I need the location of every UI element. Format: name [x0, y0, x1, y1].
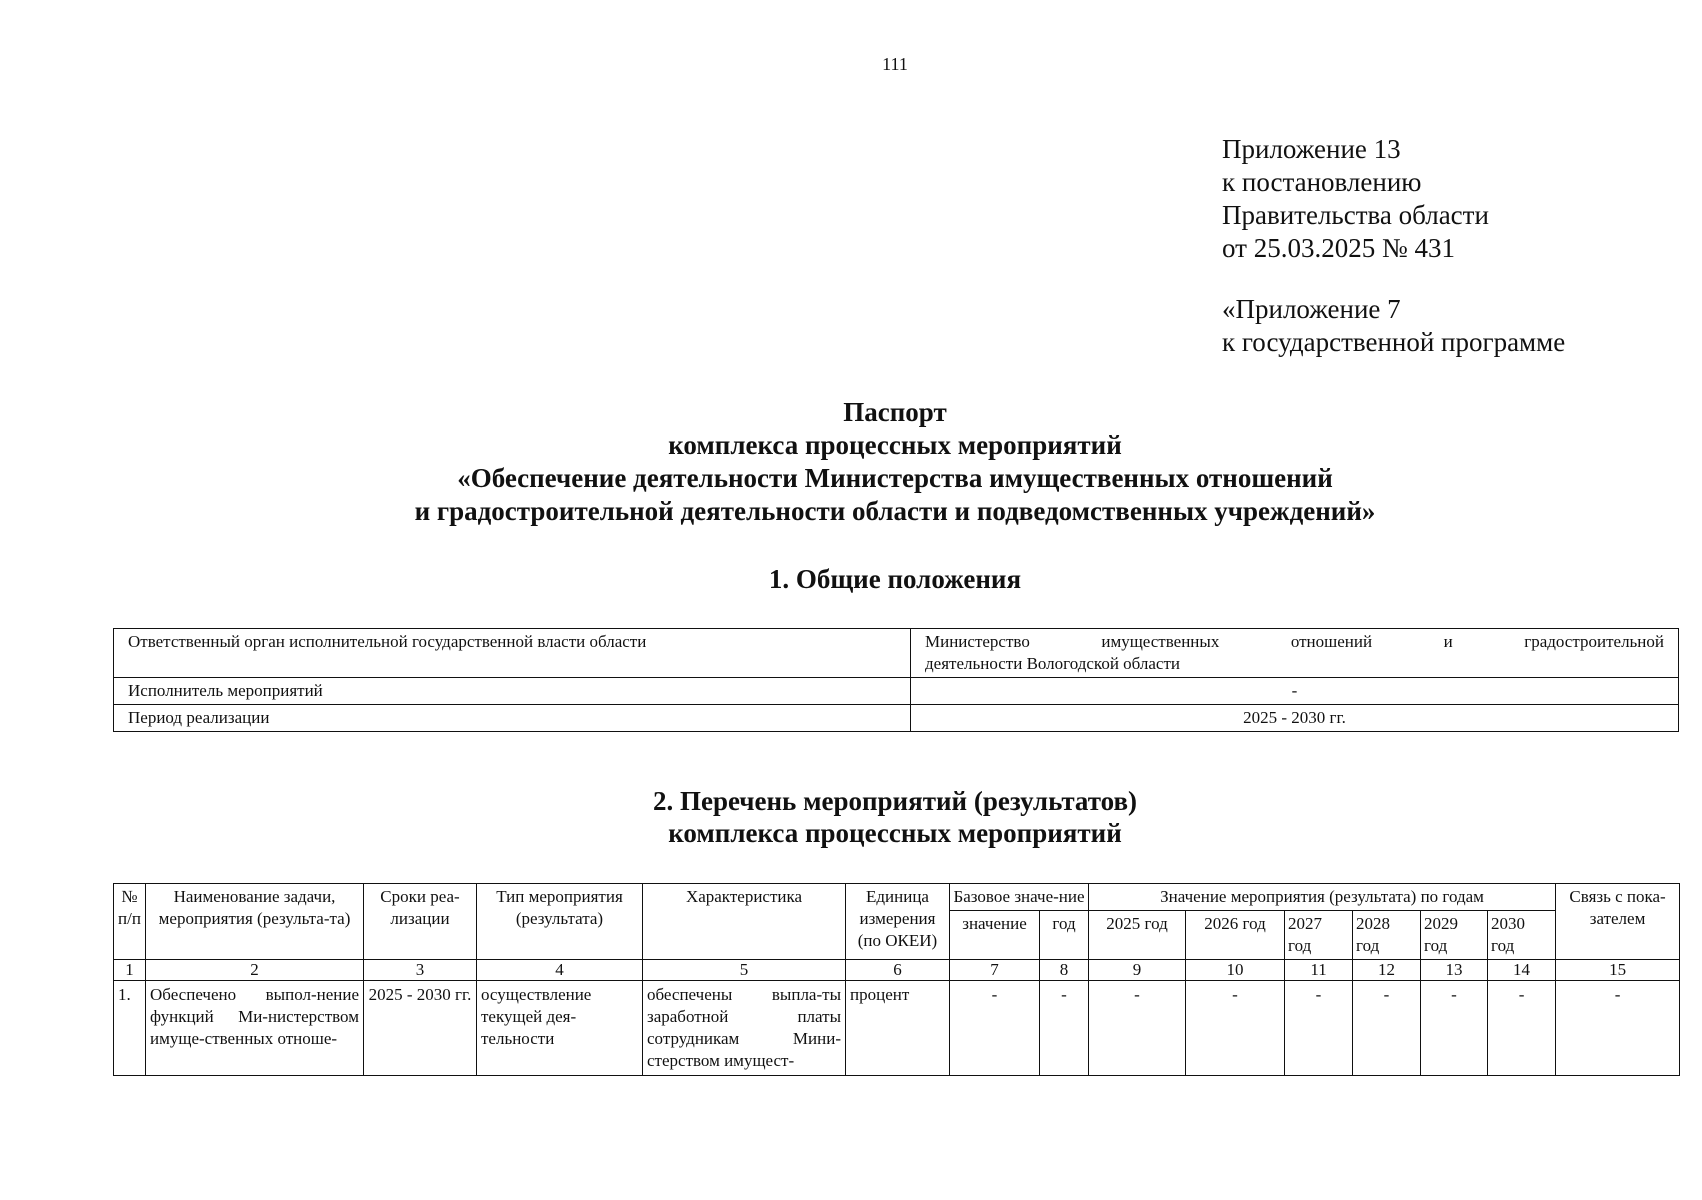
column-number: 15 — [1556, 960, 1680, 981]
column-number: 4 — [477, 960, 643, 981]
header-base: Базовое значе-ние — [950, 884, 1089, 911]
row-label: Ответственный орган исполнительной государственной власти области — [114, 629, 911, 678]
section1-heading: 1. Общие положения — [768, 564, 1022, 594]
header-link: Связь с пока-зателем — [1556, 884, 1680, 960]
header-year: 2027 год — [1285, 911, 1353, 960]
word: и — [1443, 632, 1453, 651]
header-type: Тип мероприятия (результата) — [477, 884, 643, 960]
column-number: 8 — [1040, 960, 1089, 981]
row-value: 2025 - 2030 гг. — [911, 705, 1679, 732]
cell-type: осуществление текущей дея-тельности — [477, 981, 643, 1076]
section2-heading — [0, 785, 1702, 849]
appendix-line: Правительства области — [1222, 200, 1489, 230]
spacer — [1222, 265, 1565, 293]
heading-line: комплекса процессных мероприятий — [668, 818, 1122, 848]
row-label: Период реализации — [114, 705, 911, 732]
page-number: 111 — [882, 54, 908, 74]
word: Министерство — [925, 632, 1030, 651]
cell-base-value: - — [950, 981, 1040, 1076]
cell-base-year: - — [1040, 981, 1089, 1076]
cell-year-2026: - — [1186, 981, 1285, 1076]
header-by-years: Значение мероприятия (результата) по годам — [1089, 884, 1556, 911]
appendix-line: к постановлению — [1222, 167, 1422, 197]
header-year: 2026 год — [1186, 911, 1285, 960]
header-year: 2030 год — [1488, 911, 1556, 960]
cell-num: 1. — [114, 981, 146, 1076]
table-row — [114, 678, 1679, 705]
appendix-line: «Приложение 7 — [1222, 294, 1401, 324]
cell-unit: процент — [846, 981, 950, 1076]
column-numbers-row — [114, 960, 1680, 981]
column-number: 3 — [364, 960, 477, 981]
header-base-value: значение — [950, 911, 1040, 960]
table-row — [114, 629, 1679, 678]
document-title — [0, 396, 1702, 528]
column-number: 9 — [1089, 960, 1186, 981]
table-row — [114, 705, 1679, 732]
column-number: 1 — [114, 960, 146, 981]
cell-year-2029: - — [1421, 981, 1488, 1076]
title-line: «Обеспечение деятельности Министерства имущественных отношений — [457, 463, 1333, 493]
header-year: 2028 год — [1353, 911, 1421, 960]
header-year: 2029 год — [1421, 911, 1488, 960]
row-label: Исполнитель мероприятий — [114, 678, 911, 705]
column-number: 12 — [1353, 960, 1421, 981]
cell-year-2030: - — [1488, 981, 1556, 1076]
heading-line: 2. Перечень мероприятий (результатов) — [652, 786, 1138, 816]
justified-line — [925, 631, 1664, 653]
appendix-line: Приложение 13 — [1222, 134, 1401, 164]
column-number: 11 — [1285, 960, 1353, 981]
appendix-line: от 25.03.2025 № 431 — [1222, 233, 1455, 263]
cell-year-2025: - — [1089, 981, 1186, 1076]
column-number: 7 — [950, 960, 1040, 981]
header-characteristic: Характеристика — [643, 884, 846, 960]
word: градостроительной — [1524, 632, 1664, 651]
cell-link: - — [1556, 981, 1680, 1076]
column-number: 5 — [643, 960, 846, 981]
header-name: Наименование задачи, мероприятия (результа-та) — [146, 884, 364, 960]
general-provisions-table — [113, 628, 1679, 732]
title-line: Паспорт — [843, 397, 947, 427]
column-number: 2 — [146, 960, 364, 981]
word: имущественных — [1101, 632, 1220, 651]
column-number: 10 — [1186, 960, 1285, 981]
events-table — [113, 883, 1680, 1076]
table-row — [114, 981, 1680, 1076]
title-line: и градостроительной деятельности области и подведомственных учреждений» — [414, 496, 1376, 526]
row-value: - — [911, 678, 1679, 705]
appendix-block — [1222, 133, 1565, 359]
header-year: 2025 год — [1089, 911, 1186, 960]
column-number: 6 — [846, 960, 950, 981]
word: отношений — [1290, 632, 1373, 651]
header-base-year: год — [1040, 911, 1089, 960]
cell-terms: 2025 - 2030 гг. — [364, 981, 477, 1076]
cell-year-2028: - — [1353, 981, 1421, 1076]
column-number: 14 — [1488, 960, 1556, 981]
cell-year-2027: - — [1285, 981, 1353, 1076]
header-row — [114, 884, 1680, 911]
cell-characteristic: обеспечены выпла-ты заработной платы сотрудникам Мини-стерством имущест- — [643, 981, 846, 1076]
header-terms: Сроки реа-лизации — [364, 884, 477, 960]
appendix-line: к государственной программе — [1222, 327, 1566, 357]
title-line: комплекса процессных мероприятий — [668, 430, 1122, 460]
column-number: 13 — [1421, 960, 1488, 981]
header-unit: Единица измерения (по ОКЕИ) — [846, 884, 950, 960]
value-line: деятельности Вологодской области — [925, 654, 1180, 673]
header-num: № п/п — [114, 884, 146, 960]
cell-name: Обеспечено выпол-нение функций Ми-нистерством имуще-ственных отноше- — [146, 981, 364, 1076]
row-value — [911, 629, 1679, 678]
